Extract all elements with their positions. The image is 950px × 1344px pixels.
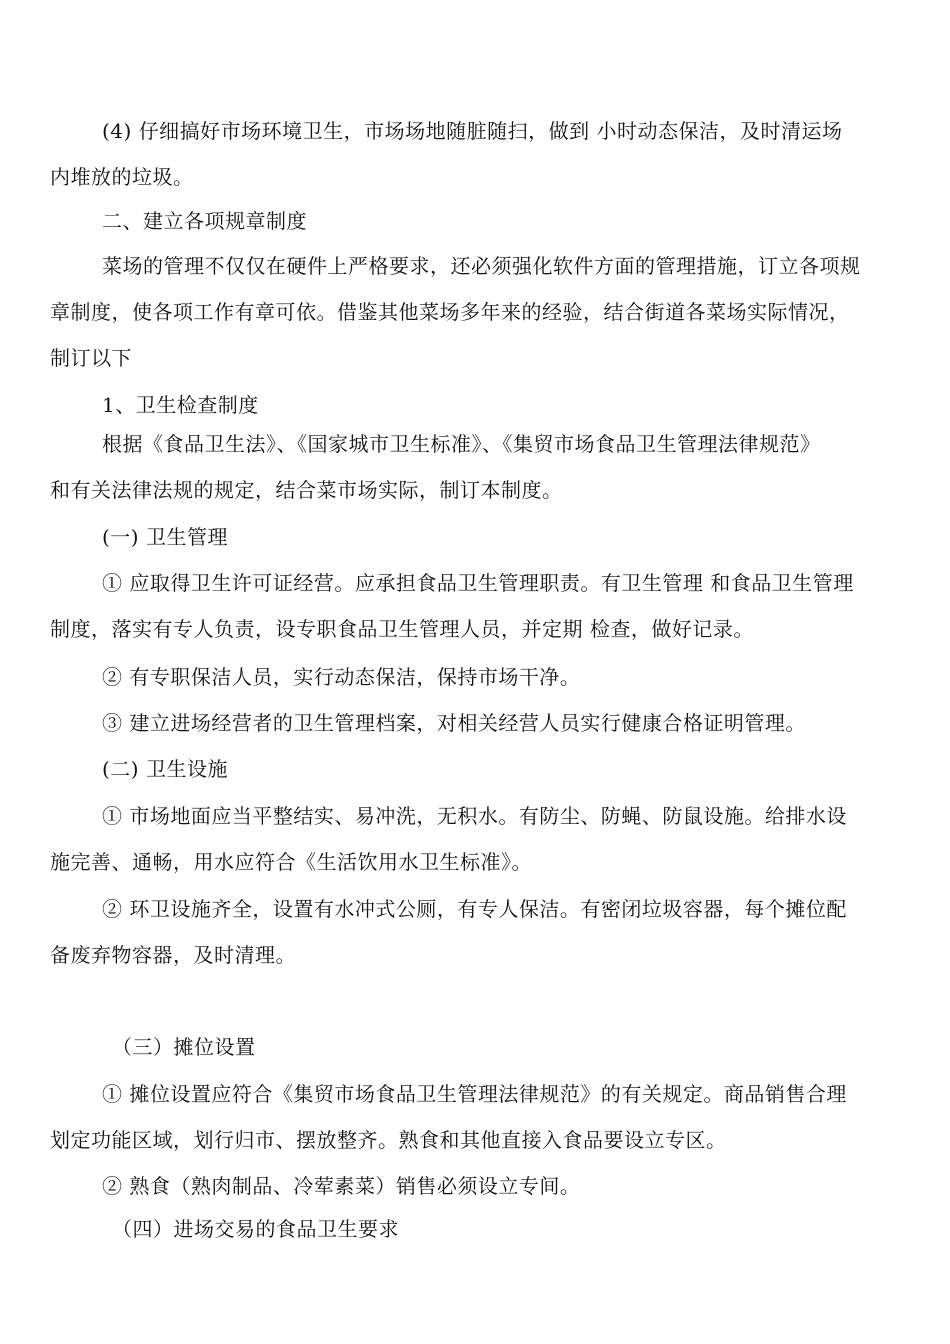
text-line: ② 有专职保洁人员，实行动态保洁，保持市场干净。 — [102, 665, 581, 689]
subheading-food-hygiene-requirements — [50, 1206, 900, 1252]
text-line: （四）进场交易的食品卫生要求 — [112, 1217, 399, 1241]
text-line: (一) 卫生管理 — [102, 525, 228, 549]
text-line: (二) 卫生设施 — [102, 757, 228, 781]
text-line: 备废弃物容器，及时清理。 — [50, 943, 296, 967]
item-cooked-food-room — [50, 1163, 900, 1209]
text-line: 二、建立各项规章制度 — [102, 209, 307, 233]
text-line: 1、卫生检查制度 — [102, 393, 259, 417]
text-line: 划定功能区域，划行归市、摆放整齐。熟食和其他直接入食品要设立专区。 — [50, 1128, 727, 1152]
item-hygiene-records — [50, 700, 900, 746]
subheading-hygiene-facilities — [50, 746, 900, 792]
item-sanitation-facilities — [50, 886, 900, 978]
paragraph-environment-hygiene — [50, 108, 900, 200]
item-license — [50, 560, 900, 652]
text-line: 和有关法律法规的规定，结合菜市场实际，制订本制度。 — [50, 478, 563, 502]
item-market-floor — [50, 793, 900, 885]
text-line: ① 应取得卫生许可证经营。应承担食品卫生管理职责。有卫生管理 和食品卫生管理 — [102, 571, 854, 595]
text-line: 制度，落实有专人负责，设专职食品卫生管理人员，并定期 检查，做好记录。 — [50, 617, 754, 641]
item-stall-regulations — [50, 1071, 900, 1163]
text-line: ① 市场地面应当平整结实、易冲洗，无积水。有防尘、防蝇、防鼠设施。给排水设 — [102, 804, 847, 828]
paragraph-management-intro — [50, 243, 900, 381]
text-line: ② 环卫设施齐全，设置有水冲式公厕，有专人保洁。有密闭垃圾容器，每个摊位配 — [102, 897, 847, 921]
subheading-stall-setup — [50, 1024, 900, 1070]
text-line: 菜场的管理不仅仅在硬件上严格要求，还必须强化软件方面的管理措施，订立各项规 — [102, 254, 861, 278]
text-line: 制订以下 — [50, 346, 132, 370]
section-heading-regulations — [50, 198, 900, 244]
paragraph-legal-basis — [50, 421, 900, 513]
text-line: ② 熟食（熟肉制品、冷荤素菜）销售必须设立专间。 — [102, 1174, 581, 1198]
text-line: (4) 仔细搞好市场环境卫生，市场场地随脏随扫，做到 小时动态保洁，及时清运场 — [102, 119, 843, 143]
subheading-hygiene-management — [50, 514, 900, 560]
text-line: 章制度，使各项工作有章可依。借鉴其他菜场多年来的经验，结合街道各菜场实际情况， — [50, 300, 850, 324]
text-line: 施完善、通畅，用水应符合《生活饮用水卫生标准》。 — [50, 850, 532, 874]
text-line: 根据《食品卫生法》、《国家城市卫生标准》、《集贸市场食品卫生管理法律规范》 — [102, 432, 821, 456]
text-line: ③ 建立进场经营者的卫生管理档案，对相关经营人员实行健康合格证明管理。 — [102, 711, 806, 735]
item-cleaning-staff — [50, 654, 900, 700]
text-line: ① 摊位设置应符合《集贸市场食品卫生管理法律规范》的有关规定。商品销售合理 — [102, 1082, 847, 1106]
text-line: 内堆放的垃圾。 — [50, 165, 194, 189]
text-line: （三）摊位设置 — [112, 1035, 256, 1059]
